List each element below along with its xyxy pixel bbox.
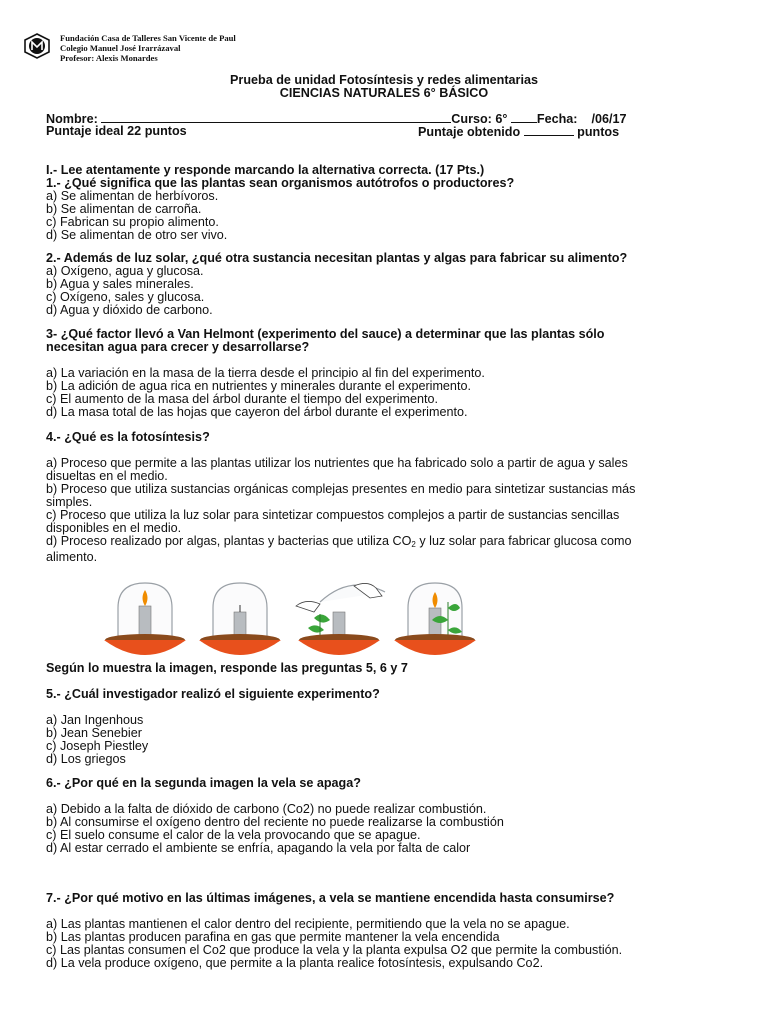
q6-option-a[interactable]: a) Debido a la falta de dióxido de carbono (Co2) no puede realizar combustión. xyxy=(46,802,487,816)
institution-line: Fundación Casa de Talleres San Vicente de Paul xyxy=(60,33,236,43)
q4-option-c-line2[interactable]: disponibles en el medio. xyxy=(46,521,182,535)
q6-option-c[interactable]: c) El suelo consume el calor de la vela provocando que se apague. xyxy=(46,828,421,842)
q6-option-b[interactable]: b) Al consumirse el oxígeno dentro del reciente no puede realizarse la combustión xyxy=(46,815,504,829)
q4-option-d-line2[interactable]: alimento. xyxy=(46,550,98,564)
question-1-block xyxy=(46,164,736,242)
question-2-block xyxy=(46,252,736,317)
puntaje-obtenido-row xyxy=(418,125,619,139)
experiment-illustration xyxy=(100,578,490,660)
q4-d-sub: 2 xyxy=(411,540,416,549)
institution-block xyxy=(60,33,236,64)
puntaje-obtenido-label: Puntaje obtenido xyxy=(418,125,521,139)
question-3-line1: 3- ¿Qué factor llevó a Van Helmont (experimento del sauce) a determinar que las plantas sólo xyxy=(46,327,605,341)
school-logo xyxy=(24,33,50,59)
question-3-options xyxy=(46,367,736,419)
question-7-text: 7.- ¿Por qué motivo en las últimas imágenes, a vela se mantiene encendida hasta consumirse? xyxy=(46,891,615,905)
q3-option-b[interactable]: b) La adición de agua rica en nutrientes y minerales durante el experimento. xyxy=(46,379,471,393)
q2-option-d[interactable]: d) Agua y dióxido de carbono. xyxy=(46,303,213,317)
q4-option-d-line1[interactable] xyxy=(46,535,736,551)
q5-option-a[interactable]: a) Jan Ingenhous xyxy=(46,713,144,727)
q4-d-pre: d) Proceso realizado por algas, plantas y bacterias que utiliza CO xyxy=(46,534,412,548)
question-1: 1.- ¿Qué significa que las plantas sean organismos autótrofos o productores? xyxy=(46,176,515,190)
scene-4-candle-with-plant xyxy=(394,583,476,655)
q2-option-a[interactable]: a) Oxígeno, agua y glucosa. xyxy=(46,264,204,278)
scene-3-placing-plant xyxy=(296,583,385,655)
name-blank[interactable] xyxy=(101,112,451,123)
nombre-label: Nombre: xyxy=(46,112,98,126)
q1-option-d[interactable]: d) Se alimentan de otro ser vivo. xyxy=(46,228,228,242)
question-4-text: 4.- ¿Qué es la fotosíntesis? xyxy=(46,430,210,444)
puntaje-ideal: Puntaje ideal 22 puntos xyxy=(46,124,187,138)
q4-option-b-line1[interactable]: b) Proceso que utiliza sustancias orgánicas complejas presentes en medio para sintetizar sustancias más xyxy=(46,482,636,496)
q4-option-a-line1[interactable]: a) Proceso que permite a las plantas utilizar los nutrientes que ha fabricado solo a partir de agua y sales xyxy=(46,456,628,470)
curso-label: Curso: 6° xyxy=(451,112,508,126)
question-3-line2: necesitan agua para crecer y desarrollarse? xyxy=(46,340,310,354)
q3-option-d[interactable]: d) La masa total de las hojas que cayeron del árbol durante el experimento. xyxy=(46,405,468,419)
question-6-options xyxy=(46,803,736,855)
q4-d-post: y luz solar para fabricar glucosa como xyxy=(415,534,632,548)
question-5 xyxy=(46,688,736,701)
curso-blank[interactable] xyxy=(511,112,537,123)
question-6 xyxy=(46,777,736,790)
image-intro-text: Según lo muestra la imagen, responde las preguntas 5, 6 y 7 xyxy=(46,661,408,675)
q5-option-d[interactable]: d) Los griegos xyxy=(46,752,126,766)
section-heading: I.- Lee atentamente y responde marcando la alternativa correcta. (17 Pts.) xyxy=(46,163,485,177)
question-6-text: 6.- ¿Por qué en la segunda imagen la vela se apaga? xyxy=(46,776,361,790)
q5-option-c[interactable]: c) Joseph Piestley xyxy=(46,739,149,753)
teacher-line: Profesor: Alexis Monardes xyxy=(60,53,158,64)
q3-option-c[interactable]: c) El aumento de la masa del árbol durante el tiempo del experimento. xyxy=(46,392,439,406)
q1-option-c[interactable]: c) Fabrican su propio alimento. xyxy=(46,215,219,229)
q7-option-a[interactable]: a) Las plantas mantienen el calor dentro del recipiente, permitiendo que la vela no se apague. xyxy=(46,917,570,931)
page-title: Prueba de unidad Fotosíntesis y redes alimentarias xyxy=(230,73,538,87)
q2-option-b[interactable]: b) Agua y sales minerales. xyxy=(46,277,194,291)
q6-option-d[interactable]: d) Al estar cerrado el ambiente se enfría, apagando la vela por falta de calor xyxy=(46,841,471,855)
q2-option-c[interactable]: c) Oxígeno, sales y glucosa. xyxy=(46,290,205,304)
q7-option-d[interactable]: d) La vela produce oxígeno, que permite a la planta realice fotosíntesis, expulsando Co2. xyxy=(46,956,544,970)
question-4 xyxy=(46,431,736,444)
question-7-options xyxy=(46,918,736,970)
fecha-value: /06/17 xyxy=(591,112,627,126)
page-subtitle: CIENCIAS NATURALES 6° BÁSICO xyxy=(279,86,489,100)
question-4-options xyxy=(46,457,736,564)
puntaje-unit: puntos xyxy=(577,125,620,139)
q7-option-c[interactable]: c) Las plantas consumen el Co2 que produce la vela y la planta expulsa O2 que permite la combustión. xyxy=(46,943,623,957)
q3-option-a[interactable]: a) La variación en la masa de la tierra desde el principio al fin del experimento. xyxy=(46,366,485,380)
q1-option-a[interactable]: a) Se alimentan de herbívoros. xyxy=(46,189,219,203)
question-7 xyxy=(46,892,736,905)
q4-option-c-line1[interactable]: c) Proceso que utiliza la luz solar para sintetizar compuestos complejos a partir de sustancias sencillas xyxy=(46,508,620,522)
puntaje-blank[interactable] xyxy=(524,125,574,136)
image-intro xyxy=(46,662,736,675)
question-5-text: 5.- ¿Cuál investigador realizó el siguiente experimento? xyxy=(46,687,380,701)
q7-option-b[interactable]: b) Las plantas producen parafina en gas que permite mantener la vela encendida xyxy=(46,930,500,944)
question-5-options xyxy=(46,714,736,766)
question-3-block xyxy=(46,328,736,354)
scene-2-candle-out xyxy=(199,583,281,655)
q4-option-a-line2[interactable]: disueltas en el medio. xyxy=(46,469,168,483)
q5-option-b[interactable]: b) Jean Senebier xyxy=(46,726,142,740)
scene-1-candle-lit xyxy=(104,583,186,655)
q1-option-b[interactable]: b) Se alimentan de carroña. xyxy=(46,202,202,216)
fecha-label: Fecha: xyxy=(536,112,578,126)
question-2: 2.- Además de luz solar, ¿qué otra sustancia necesitan plantas y algas para fabricar su alimento? xyxy=(46,251,628,265)
institution-line: Colegio Manuel José Irarrázaval xyxy=(60,43,181,54)
q4-option-b-line2[interactable]: simples. xyxy=(46,495,93,509)
